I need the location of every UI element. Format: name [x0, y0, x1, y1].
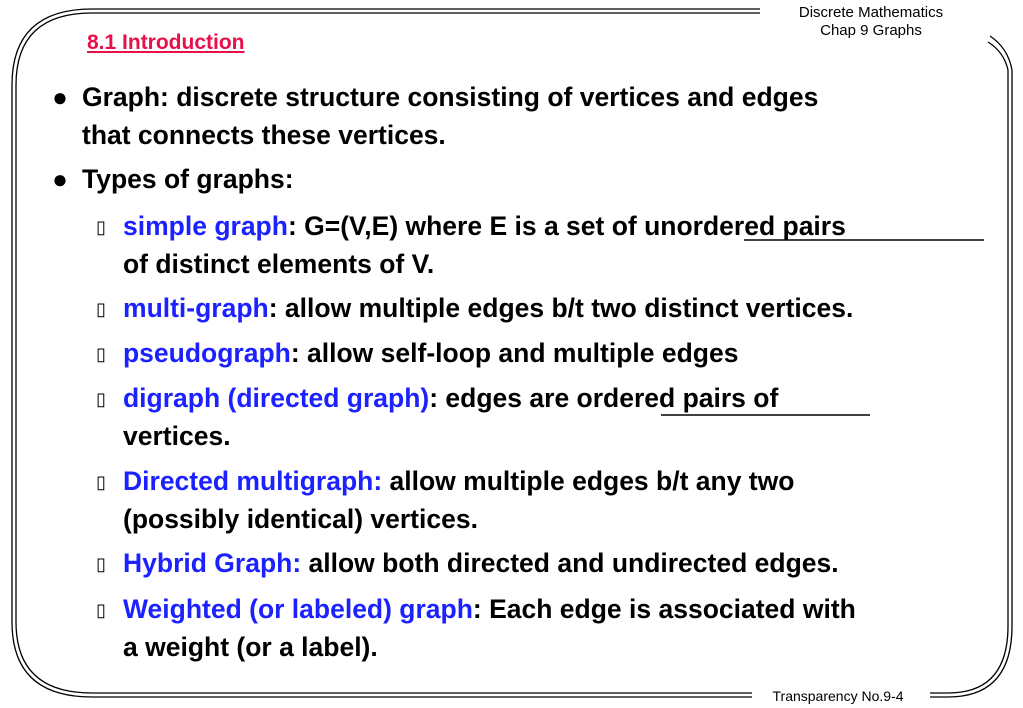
- type-desc: allow multiple edges b/t any two: [382, 466, 795, 496]
- type-term: Weighted (or labeled) graph: [123, 594, 473, 624]
- type-item-continued: (possibly identical) vertices.: [123, 504, 478, 534]
- type-item-continued: of distinct elements of V.: [123, 249, 435, 279]
- bullet-text-continued: that connects these vertices.: [82, 120, 446, 150]
- sub-bullet-icon: ▯: [96, 600, 106, 620]
- footer-transparency-number: Transparency No.9-4: [772, 688, 904, 704]
- sub-bullet-icon: ▯: [96, 389, 106, 409]
- type-underlined: unordered pairs: [644, 211, 846, 241]
- type-item: [123, 379, 778, 417]
- type-desc: : edges are: [429, 383, 577, 413]
- type-item: [123, 334, 738, 372]
- type-item: [123, 207, 846, 245]
- type-term: Directed multigraph:: [123, 466, 383, 496]
- bullet-text: Types of graphs:: [82, 164, 294, 194]
- type-desc: allow both directed and undirected edges.: [301, 548, 839, 578]
- type-desc: : G=(V,E) where E is a set of: [287, 211, 645, 241]
- type-underlined: ordered pairs: [576, 383, 754, 413]
- type-desc-tail: of: [753, 383, 779, 413]
- sub-bullet-icon: ▯: [96, 344, 106, 364]
- type-desc: : allow self-loop and multiple edges: [290, 338, 739, 368]
- type-item-continued: vertices.: [123, 421, 231, 451]
- sub-bullet-icon: ▯: [96, 299, 106, 319]
- type-item: [123, 462, 794, 500]
- type-term: multi-graph: [123, 293, 269, 323]
- section-title: 8.1 Introduction: [87, 31, 245, 54]
- sub-bullet-icon: ▯: [96, 554, 106, 574]
- type-term: Hybrid Graph:: [123, 548, 302, 578]
- bullet-dot-icon: ●: [52, 82, 68, 112]
- bullet-dot-icon: ●: [52, 164, 68, 194]
- type-item: [123, 289, 853, 327]
- chapter-title: Chap 9 Graphs: [820, 22, 922, 39]
- type-desc: : Each edge is associated with: [472, 594, 856, 624]
- type-desc: : allow multiple edges b/t two distinct vertices.: [268, 293, 854, 323]
- type-term: digraph (directed graph): [123, 383, 430, 413]
- bullet-text: Graph: discrete structure consisting of vertices and edges: [82, 82, 819, 112]
- type-term: simple graph: [123, 211, 288, 241]
- sub-bullet-icon: ▯: [96, 472, 106, 492]
- sub-bullet-icon: ▯: [96, 217, 106, 237]
- course-title: Discrete Mathematics: [798, 4, 944, 21]
- type-item-continued: a weight (or a label).: [123, 632, 378, 662]
- header: [771, 4, 971, 40]
- type-item: [123, 590, 856, 628]
- type-item: [123, 544, 839, 582]
- type-term: pseudograph: [123, 338, 291, 368]
